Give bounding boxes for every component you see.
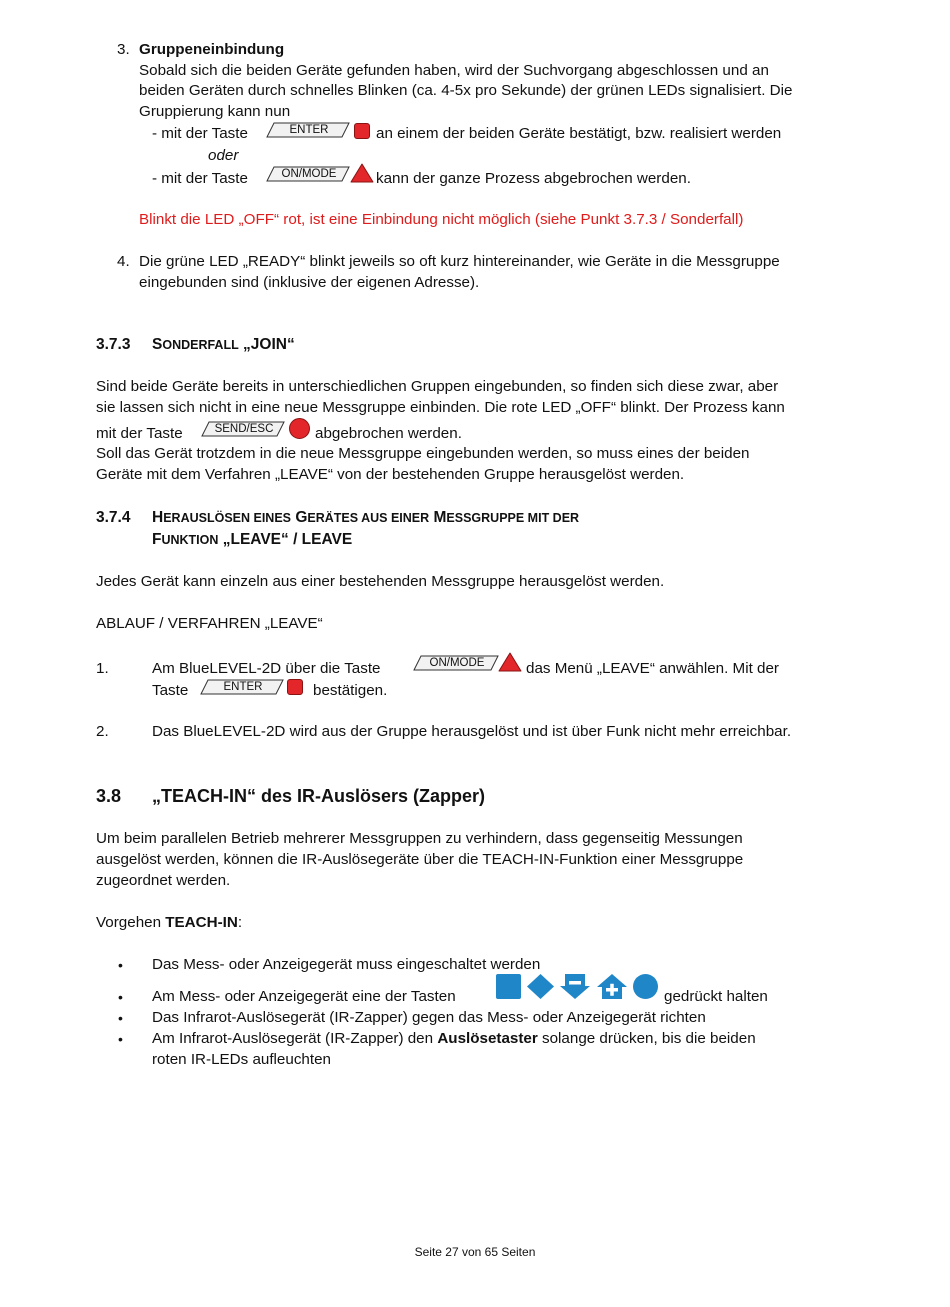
- s374-step1-prefix: Am BlueLEVEL-2D über die Taste: [152, 660, 381, 677]
- enter-key-icon: ENTER: [200, 679, 284, 695]
- step4-number: 4.: [117, 253, 130, 270]
- bullet: •: [118, 1010, 123, 1026]
- section-374-title-line2: FUNKTION „LEAVE“ / LEAVE: [152, 531, 353, 548]
- bullet1-text: Das Mess- oder Anzeigegerät muss eingeschaltet werden: [152, 956, 541, 973]
- bullet3-text: Das Infrarot-Auslösegerät (IR-Zapper) gegen das Mess- oder Anzeigegerät richten: [152, 1009, 706, 1026]
- bullet: •: [118, 989, 123, 1005]
- step4-line2: eingebunden sind (inklusive der eigenen Adresse).: [139, 274, 480, 291]
- section-374-title-line1: HERAUSLÖSEN EINES GERÄTES AUS EINER MESSGRUPPE MIT DER: [152, 509, 580, 526]
- s373-p2: sie lassen sich nicht in eine neue Messgruppe einbinden. Die rote LED „OFF“ blinkt. Der Prozess kann: [96, 399, 785, 416]
- blue-square-key-icon: [495, 973, 522, 1000]
- red-square-button-icon: [287, 679, 303, 695]
- step3-title: Gruppeneinbindung: [139, 41, 285, 58]
- on-mode-key-icon: ON/MODE: [266, 166, 350, 182]
- on-mode-key-icon: ON/MODE: [413, 655, 499, 671]
- s38-p1: Um beim parallelen Betrieb mehrerer Messgruppen zu verhindern, dass gegenseitig Messungen: [96, 830, 743, 847]
- option1-suffix: an einem der beiden Geräte bestätigt, bzw. realisiert werden: [376, 125, 782, 142]
- step3-line3: Gruppierung kann nun: [139, 103, 291, 120]
- step4-line1: Die grüne LED „READY“ blinkt jeweils so oft kurz hintereinander, wie Geräte in die Messgruppe: [139, 253, 780, 270]
- s373-p4: Soll das Gerät trotzdem in die neue Messgruppe eingebunden werden, so muss eines der beiden: [96, 445, 750, 462]
- blue-arrow-up-plus-key-icon: [596, 973, 628, 1000]
- s373-p1: Sind beide Geräte bereits in unterschiedlichen Gruppen eingebunden, so finden sich diese zwar, aber: [96, 378, 779, 395]
- warning-text: Blinkt die LED „OFF“ rot, ist eine Einbindung nicht möglich (siehe Punkt 3.7.3 / Sonderfall): [139, 211, 744, 228]
- bullet2-prefix: Am Mess- oder Anzeigegerät eine der Tasten: [152, 988, 456, 1005]
- s374-step2-number: 2.: [96, 723, 109, 740]
- ablauf-heading: ABLAUF / VERFAHREN „LEAVE“: [96, 615, 323, 632]
- s374-step1b-suffix: bestätigen.: [313, 682, 388, 699]
- bullet4-line1: Am Infrarot-Auslösegerät (IR-Zapper) den Auslösetaster solange drücken, bis die beiden: [152, 1030, 756, 1047]
- section-38-title: „TEACH-IN“ des IR-Auslösers (Zapper): [152, 786, 486, 806]
- s373-p3-prefix: mit der Taste: [96, 425, 183, 442]
- option2-suffix: kann der ganze Prozess abgebrochen werden.: [376, 170, 691, 187]
- page-footer: Seite 27 von 65 Seiten: [414, 1245, 536, 1259]
- red-circle-button-icon: [289, 418, 310, 439]
- red-triangle-button-icon: [350, 163, 374, 183]
- section-38-number: 3.8: [96, 786, 122, 806]
- section-373-title: SONDERFALL „JOIN“: [152, 336, 295, 353]
- blue-arrow-down-minus-key-icon: [559, 973, 591, 1000]
- bullet4-line2: roten IR-LEDs aufleuchten: [152, 1051, 331, 1068]
- step3-line1: Sobald sich die beiden Geräte gefunden haben, wird der Suchvorgang abgeschlossen und an: [139, 62, 769, 79]
- oder-text: oder: [208, 147, 239, 164]
- s374-step2-text: Das BlueLEVEL-2D wird aus der Gruppe herausgelöst und ist über Funk nicht mehr erreichbar.: [152, 723, 792, 740]
- vorgehen-line: Vorgehen TEACH-IN:: [96, 914, 243, 931]
- step3-line2: beiden Geräten durch schnelles Blinken (ca. 4-5x pro Sekunde) der grünen LEDs signalisiert. Die: [139, 82, 793, 99]
- s374-step1-number: 1.: [96, 660, 109, 677]
- option2-prefix: - mit der Taste: [152, 170, 248, 187]
- bullet: •: [118, 1031, 123, 1047]
- s373-p5: Geräte mit dem Verfahren „LEAVE“ von der bestehenden Gruppe herausgelöst werden.: [96, 466, 685, 483]
- s373-p3-suffix: abgebrochen werden.: [315, 425, 462, 442]
- s374-step1-suffix: das Menü „LEAVE“ anwählen. Mit der: [526, 660, 779, 677]
- red-square-button-icon: [354, 123, 370, 139]
- section-374-number: 3.7.4: [96, 509, 131, 526]
- step3-number: 3.: [117, 41, 130, 58]
- s38-p3: zugeordnet werden.: [96, 872, 231, 889]
- blue-diamond-key-icon: [526, 973, 555, 1000]
- s38-p2: ausgelöst werden, können die IR-Auslösegeräte über die TEACH-IN-Funktion einer Messgruppe: [96, 851, 744, 868]
- enter-key-icon: ENTER: [266, 122, 350, 138]
- section-373-number: 3.7.3: [96, 336, 131, 353]
- s374-p1: Jedes Gerät kann einzeln aus einer bestehenden Messgruppe herausgelöst werden.: [96, 573, 665, 590]
- red-triangle-button-icon: [498, 652, 522, 672]
- send-esc-key-icon: SEND/ESC: [201, 421, 285, 437]
- option1-prefix: - mit der Taste: [152, 125, 248, 142]
- bullet: •: [118, 957, 123, 973]
- blue-circle-key-icon: [632, 973, 659, 1000]
- s374-step1b-prefix: Taste: [152, 682, 189, 699]
- bullet2-suffix: gedrückt halten: [664, 988, 768, 1005]
